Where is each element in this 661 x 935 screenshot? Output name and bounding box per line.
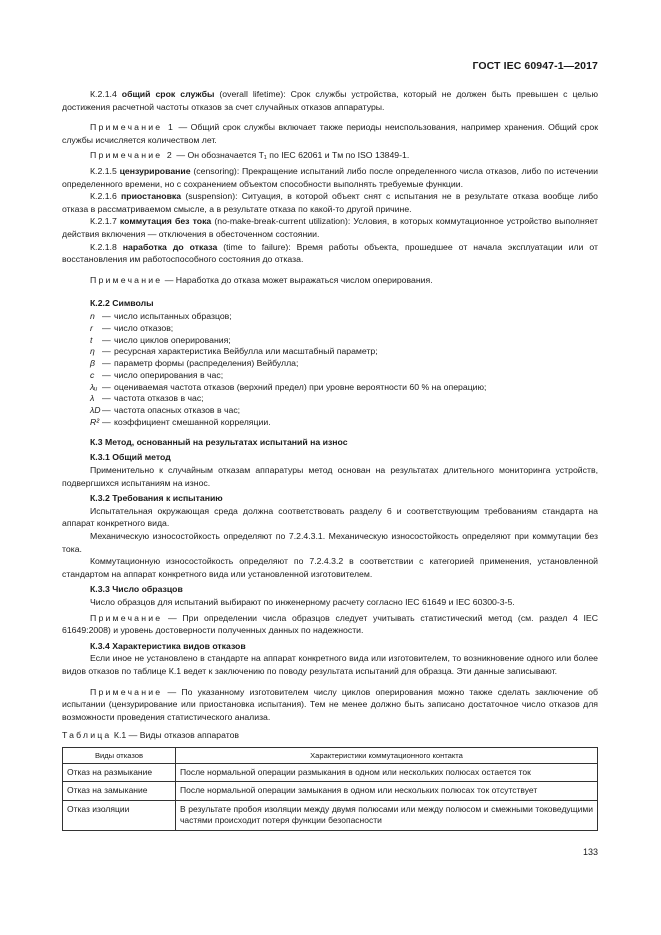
table-cell: В результате пробоя изоляции между двумя полюсами или между полюсом и смежными токоведущими частями происходит потеря функции безопасности: [176, 800, 598, 830]
definition-text: (censoring): Прекращение испытаний либо после определенного числа отказов, либо по истечении определенного времени, но с сохранением объектом способности выполнять требуемые функции.: [62, 165, 598, 189]
definition-text: (time to failure): Время работы объекта, прошедшее от начала эксплуатации или от восстановления им работоспособного состояния до отказа.: [62, 241, 598, 265]
symbol: β: [90, 358, 95, 369]
definition-text: (no-make-break-current utilization): Условия, в которых коммутационное устройство выполняет действия включения — отключения в обесточенном состоянии.: [62, 216, 598, 239]
table-caption-text: К.1 — Виды отказов аппаратов: [111, 730, 240, 741]
note-label: Примечание 1: [90, 122, 175, 133]
table-caption: [62, 729, 598, 742]
note-3: [62, 274, 598, 287]
document-header: ГОСТ IEC 60947-1—2017: [472, 60, 598, 72]
term: приостановка: [121, 191, 182, 202]
symbol-list: [62, 310, 598, 428]
definition-k214: [62, 88, 598, 113]
clause-number: К.2.1.5: [90, 165, 117, 176]
table-cell: После нормальной операции замыкания в одном или нескольких полюсах ток отсутствует: [176, 782, 598, 801]
symbol-description: коэффициент смешанной корреляции.: [114, 417, 271, 428]
document-body: [62, 88, 598, 831]
symbol-description: частота опасных отказов в час;: [114, 405, 241, 416]
section-heading-k22: К.2.2 Символы: [90, 298, 154, 309]
table-header-cell: Характеристики коммутационного контакта: [176, 747, 598, 763]
symbol: λᵤ: [90, 381, 98, 392]
symbol-item: n — число испытанных образцов;: [90, 310, 232, 321]
definition-k217: [62, 215, 598, 240]
symbol: λD: [90, 405, 101, 416]
symbol: λ: [90, 393, 95, 404]
page-number: 133: [582, 847, 598, 857]
definition-k218: [62, 241, 598, 266]
note-text: — Он обозначается T₁ по IEC 62061 и Tм по ISO 13849-1.: [173, 150, 410, 161]
note-label: Примечание: [90, 686, 163, 697]
clause-number: К.2.1.7: [90, 216, 117, 227]
term: коммутация без тока: [119, 216, 212, 227]
symbol-item: λ — частота отказов в час;: [90, 393, 204, 404]
note-text: — Общий срок службы включает также периоды неиспользования, например хранения. Общий срок службы исчисляется количеством лет.: [62, 122, 598, 145]
clause-number: К.2.1.6: [90, 191, 117, 202]
symbol: r: [90, 322, 93, 333]
term: наработка до отказа: [122, 241, 218, 252]
table-header-cell: Виды отказов: [63, 747, 176, 763]
symbol-item: c — число оперирования в час;: [90, 369, 224, 380]
table-header-row: [63, 747, 598, 763]
table-cell: Отказ на размыкание: [63, 763, 176, 782]
symbol: R²: [90, 417, 100, 428]
section-heading-k31: К.3.1 Общий метод: [90, 452, 171, 463]
symbol-item: r — число отказов;: [90, 322, 174, 333]
symbol: η: [90, 346, 95, 357]
section-heading-k3: К.3 Метод, основанный на результатах испытаний на износ: [90, 436, 348, 447]
symbol-item: η — ресурсная характеристика Вейбулла или масштабный параметр;: [90, 346, 378, 357]
clause-number: К.2.1.4: [90, 89, 117, 99]
table-row: [63, 763, 598, 782]
symbol-item: R² — коэффициент смешанной корреляции.: [90, 417, 271, 428]
note-2: [62, 149, 598, 162]
term: общий срок службы: [121, 89, 215, 99]
note-k34: [62, 686, 598, 724]
paragraph-k31: Применительно к случайным отказам аппаратуры метод основан на результатах длительного мониторинга устройств, подвергшихся испытаниям на износ.: [62, 465, 598, 488]
note-text: — При определении числа образцов следует учитывать статистический метод (см. раздел 4 IEC 61649:2008) и уровень достоверности полученных данных по надежности.: [62, 612, 598, 636]
definition-k215: [62, 165, 598, 190]
symbol-description: частота отказов в час;: [114, 393, 204, 404]
symbol-item: β — параметр формы (распределения) Вейбулла;: [90, 358, 299, 369]
paragraph-k32-1: Испытательная окружающая среда должна соответствовать разделу 6 и соответствующим требованиям стандарта на аппарат конкретного вида.: [62, 505, 598, 529]
table-cell: После нормальной операции размыкания в одном или нескольких полюсах остается ток: [176, 763, 598, 782]
symbol: c: [90, 369, 95, 380]
definition-text: (overall lifetime): Срок службы устройства, который не должен быть превышен с целью достижения расчетной частоты отказов за счет случайных отказов аппаратуры.: [62, 89, 598, 112]
term: цензурирование: [119, 165, 191, 176]
table-cell: Отказ на замыкание: [63, 782, 176, 801]
symbol-description: число испытанных образцов;: [114, 310, 232, 321]
note-label: Примечание: [90, 612, 163, 623]
note-1: [62, 121, 598, 146]
paragraph-k33: Число образцов для испытаний выбирают по инженерному расчету согласно IEC 61649 и IEC 60300-3-5.: [90, 597, 515, 607]
symbol-description: число циклов оперирования;: [114, 334, 231, 345]
note-label: Примечание: [90, 274, 163, 285]
section-heading-k33: К.3.3 Число образцов: [90, 584, 183, 595]
symbol-description: ресурсная характеристика Вейбулла или масштабный параметр;: [114, 346, 378, 357]
symbol-item: t — число циклов оперирования;: [90, 334, 231, 345]
definition-k216: [62, 190, 598, 215]
symbol-description: число отказов;: [114, 322, 174, 333]
symbol: t: [90, 334, 93, 345]
symbol-item: λᵤ — оцениваемая частота отказов (верхний предел) при уровне вероятности 60 % на операцию;: [90, 381, 487, 392]
symbol-description: оцениваемая частота отказов (верхний предел) при уровне вероятности 60 % на операцию;: [114, 381, 487, 392]
symbol-description: параметр формы (распределения) Вейбулла;: [114, 358, 299, 369]
note-label: Примечание 2: [90, 150, 174, 161]
note-k33: [62, 612, 598, 637]
definition-text: (suspension): Ситуация, в которой объект снят с испытания не в результате отказа вообще либо отказа в рассматриваемом смысле, а в результате отказа по какой-то другой причине.: [62, 191, 598, 214]
paragraph-k32-3: Коммутационную износостойкость определяют по 7.2.4.3.2 в соответствии с категорией применения, установленной стандартом на аппарат конкретного вида или установленной изготовителем.: [62, 556, 598, 579]
section-heading-k32: К.3.2 Требования к испытанию: [90, 493, 223, 504]
table-row: [63, 800, 598, 830]
failure-modes-table: [62, 747, 598, 831]
table-caption-label: Таблица: [62, 730, 112, 741]
symbol-description: число оперирования в час;: [114, 369, 224, 380]
clause-number: К.2.1.8: [90, 241, 117, 252]
note-text: — Наработка до отказа может выражаться числом оперирования.: [162, 274, 433, 285]
table-row: [63, 782, 598, 801]
symbol-item: λD — частота опасных отказов в час;: [90, 405, 241, 416]
table-cell: Отказ изоляции: [63, 800, 176, 830]
symbol: n: [90, 310, 95, 321]
note-text: — По указанному изготовителем числу циклов оперирования можно также сделать заключение об испытании (цензурирование или приостановка испытания). Тем не менее должно быть записано достаточное число отказов для возможности проведения статистического анализа.: [62, 686, 598, 722]
section-heading-k34: К.3.4 Характеристика видов отказов: [90, 640, 246, 651]
paragraph-k32-2: Механическую износостойкость определяют по 7.2.4.3.1. Механическую износостойкость определяют при коммутации без тока.: [62, 531, 598, 554]
paragraph-k34: Если иное не установлено в стандарте на аппарат конкретного вида или изготовителем, то возникновение одного или более видов отказов по таблице К.1 ведет к заключению по поводу результата испытаний для образца. Эти данные записывают.: [62, 653, 598, 676]
